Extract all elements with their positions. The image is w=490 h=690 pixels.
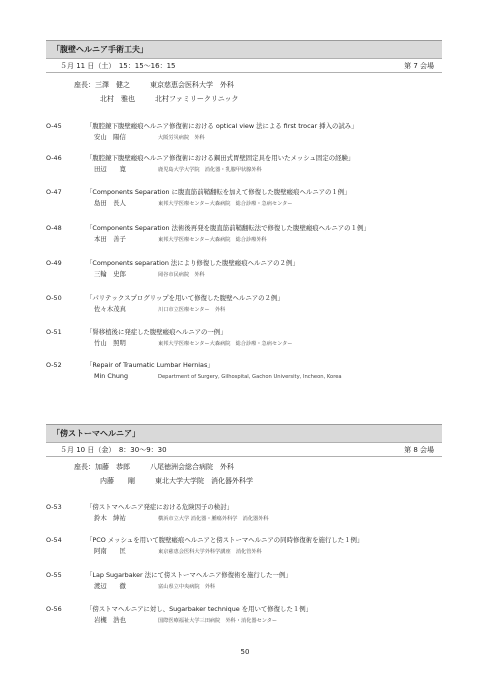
chair-row (100, 94, 238, 104)
chair-name: 北村 雅也 (100, 95, 135, 103)
session-date: ５月 11 日（土） 15：15〜16：15 (60, 62, 176, 70)
presentation-affiliation: 東京慈恵会医科大学外科学講座 消化管外科 (158, 548, 262, 555)
chair-label: 座長： (74, 463, 95, 471)
presentation-affiliation: 大阪労災病院 外科 (158, 134, 205, 141)
session-schedule (46, 58, 442, 73)
chair-name: 加藤 恭郎 (95, 463, 130, 471)
presentation-author: 本田 善子 (94, 235, 126, 243)
presentation-author: 竹山 照明 (94, 339, 126, 347)
presentation-author: 阿南 匡 (94, 547, 126, 555)
presentation-author: 島田 長人 (94, 199, 126, 207)
chair-row (74, 462, 234, 472)
presentation-title: 「Components Separation 法術後再発を腹直筋前鞘翻転法で修復した腹壁瘢痕ヘルニアの１例」 (86, 224, 370, 232)
presentation-number: O-45 (46, 122, 62, 130)
session-title: 「腹壁ヘルニア手術工夫」 (46, 40, 442, 58)
presentation-title: 「Repair of Traumatic Lumbar Hernias」 (86, 361, 214, 369)
presentation-number: O-51 (46, 328, 62, 336)
presentation-author: 三輪 史郎 (94, 270, 126, 278)
session-schedule (46, 442, 442, 457)
presentation-affiliation: Department of Surgery, Gilhospital, Gachon University, Incheon, Korea (158, 373, 342, 380)
presentation-title: 「傍ストマヘルニア発症における危険因子の検討」 (86, 503, 233, 511)
presentation-title: 「腎移植後に発症した腹壁瘢痕ヘルニアの一例」 (86, 328, 227, 336)
presentation-author: 渡辺 徹 (94, 582, 126, 590)
presentation-number: O-48 (46, 224, 62, 232)
presentation-number: O-50 (46, 294, 62, 302)
chair-name: 三澤 健之 (95, 81, 130, 89)
presentation-title: 「腹腔鏡下腹壁瘢痕ヘルニア修復術における optical view 法による first trocar 挿入の試み」 (86, 122, 358, 130)
chair-affil: 東京慈恵会医科大学 外科 (150, 81, 234, 89)
presentation-number: O-53 (46, 503, 62, 511)
chair-affil: 北村ファミリークリニック (155, 95, 239, 103)
session-date: ５月 10 日（金） 8：30〜9：30 (60, 446, 167, 454)
presentation-title: 「パリテックスプログリップを用いて修復した腹壁ヘルニアの２例」 (86, 294, 284, 302)
presentation-author: 鈴木 紳祐 (94, 514, 126, 522)
chair-row (74, 80, 234, 90)
presentation-affiliation: 東邦大学医療センター大森病院 総合診療外科 (158, 236, 267, 243)
presentation-number: O-56 (46, 605, 62, 613)
presentation-number: O-49 (46, 259, 62, 267)
presentation-title: 「腹腔鏡下腹壁瘢痕ヘルニア修復術における鋼田式胃壁固定具を用いたメッシュ固定の経験」 (86, 154, 355, 162)
session-room: 第 7 会場 (404, 62, 434, 70)
presentation-author: 田辺 寛 (94, 165, 126, 173)
presentation-author: Min Chung (94, 372, 129, 380)
presentation-author: 安山 陽信 (94, 133, 126, 141)
session-room: 第 8 会場 (404, 446, 434, 454)
presentation-number: O-52 (46, 361, 62, 369)
presentation-affiliation: 横浜市立大学 消化器・腫瘍外科学 消化器外科 (158, 515, 269, 522)
page-number: 50 (240, 648, 250, 656)
session-block (46, 424, 442, 457)
presentation-author: 岩槻 浩也 (94, 616, 126, 624)
presentation-affiliation: 東邦大学医療センター大森病院 総合診療・急病センター (158, 340, 293, 347)
presentation-number: O-55 (46, 571, 62, 579)
presentation-author: 佐々木茂真 (94, 305, 126, 313)
presentation-affiliation: 富山県立中央病院 外科 (158, 583, 216, 590)
presentation-title: 「PCO メッシュを用いて腹壁瘢痕ヘルニアと傍ストーマヘルニアの同時修復術を施行した１例」 (86, 536, 364, 544)
presentation-title: 「傍ストマヘルニアに対し、Sugarbaker technique を用いて修復した１例」 (86, 605, 313, 613)
presentation-number: O-46 (46, 154, 62, 162)
chair-affil: 八尾徳洲会総合病院 外科 (150, 463, 234, 471)
chair-label: 座長： (74, 81, 95, 89)
presentation-title: 「Components Separation に腹直筋前鞘翻転を加えて修復した腹壁瘢痕ヘルニアの１例」 (86, 188, 351, 196)
session-title: 「傍ストーマヘルニア」 (46, 424, 442, 442)
presentation-title: 「Components separation 法により修復した腹壁瘢痕ヘルニアの２例」 (86, 259, 299, 267)
chair-row (100, 476, 253, 486)
presentation-number: O-47 (46, 188, 62, 196)
presentation-affiliation: 岡谷市民病院 外科 (158, 271, 205, 278)
presentation-title: 「Lap Sugarbaker 法にて傍ストーマヘルニア修復術を施行した一例」 (86, 571, 292, 579)
presentation-number: O-54 (46, 536, 62, 544)
chair-affil: 東北大学大学院 消化器外科学 (155, 477, 253, 485)
presentation-affiliation: 川口市立医療センター 外科 (158, 306, 226, 313)
presentation-affiliation: 東邦大学医療センター大森病院 総合診療・急病センター (158, 200, 293, 207)
session-block (46, 40, 442, 73)
presentation-affiliation: 国際医療福祉大学三田病院 外科・消化器センター (158, 617, 278, 624)
chair-name: 内藤 剛 (100, 477, 135, 485)
presentation-affiliation: 鹿児島大学大学院 消化器・乳腺甲状腺外科 (158, 166, 262, 173)
